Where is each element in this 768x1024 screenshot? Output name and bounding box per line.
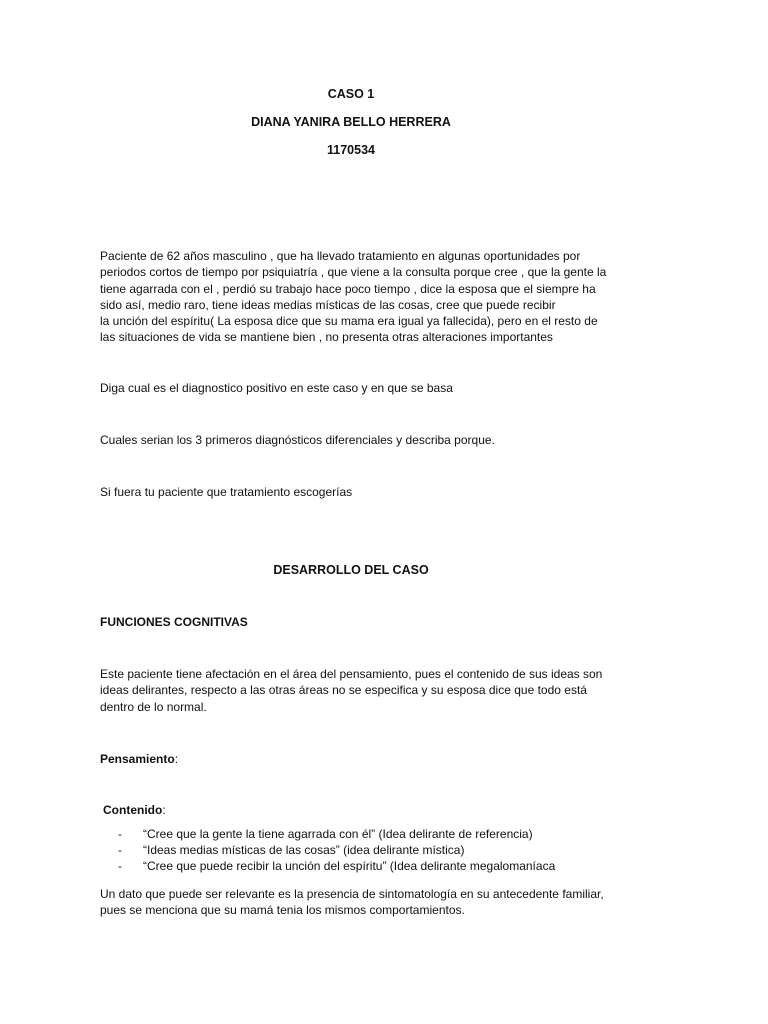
list-dash: - <box>118 859 122 873</box>
case-description-line: sido así, medio raro, tiene ideas medias místicas de las cosas, cree que puede recibir <box>100 297 556 312</box>
list-item-text: “Ideas medias místicas de las cosas” (idea delirante mística) <box>143 843 465 857</box>
question-diagnosis: Diga cual es el diagnostico positivo en este caso y en que se basa <box>100 381 453 395</box>
list-item-text: “Cree que puede recibir la unción del espíritu” (Idea delirante megalomaníaca <box>143 859 556 873</box>
contenido-label: Contenido <box>103 803 163 817</box>
closing-line: Un dato que puede ser relevante es la presencia de sintomatología en su antecedente familiar, <box>100 887 604 901</box>
closing-paragraph <box>100 886 640 919</box>
case-description-line: periodos cortos de tiempo por psiquiatría , que viene a la consulta porque cree , que la gente la <box>100 265 607 280</box>
development-intro-line: ideas delirantes, respecto a las otras áreas no se especifica y su esposa dice que todo está <box>100 683 587 698</box>
closing-line: pues se menciona que su mamá tenia los mismos comportamientos. <box>100 903 465 918</box>
pensamiento-colon: : <box>174 752 179 766</box>
pensamiento-line <box>100 751 178 767</box>
contenido-line <box>103 802 166 818</box>
list-item <box>118 826 555 842</box>
development-title: DESARROLLO DEL CASO <box>273 563 429 577</box>
list-item <box>118 858 555 874</box>
development-intro <box>100 666 620 715</box>
case-description-line: las situaciones de vida se mantiene bien , no presenta otras alteraciones importantes <box>100 330 553 345</box>
list-dash: - <box>118 843 122 857</box>
development-intro-line: dentro de lo normal. <box>100 699 207 714</box>
list-item-text: “Cree que la gente la tiene agarrada con él” (Idea delirante de referencia) <box>143 827 533 841</box>
question-differentials: Cuales serian los 3 primeros diagnósticos diferenciales y describa porque. <box>100 433 495 447</box>
case-description-line: la unción del espíritu( La esposa dice que su mama era igual ya fallecida), pero en el resto de <box>100 314 598 329</box>
list-dash: - <box>118 827 122 841</box>
question-treatment: Si fuera tu paciente que tratamiento escogerías <box>100 485 353 499</box>
student-name: DIANA YANIRA BELLO HERRERA <box>251 115 451 129</box>
contenido-colon: : <box>162 803 166 817</box>
case-description-line: tiene agarrada con el , perdió su trabajo hace poco tiempo , dice la esposa que el siempre ha <box>100 281 596 296</box>
delusion-list <box>118 826 555 874</box>
case-description-line: Paciente de 62 años masculino , que ha llevado tratamiento en algunas oportunidades por <box>100 249 581 263</box>
section-heading-cognitive: FUNCIONES COGNITIVAS <box>100 615 248 629</box>
pensamiento-label: Pensamiento <box>100 752 175 766</box>
list-item <box>118 842 555 858</box>
student-id: 1170534 <box>327 143 375 157</box>
case-title: CASO 1 <box>327 87 375 101</box>
case-description <box>100 248 620 346</box>
development-intro-line: Este paciente tiene afectación en el área del pensamiento, pues el contenido de sus ideas son <box>100 667 603 681</box>
